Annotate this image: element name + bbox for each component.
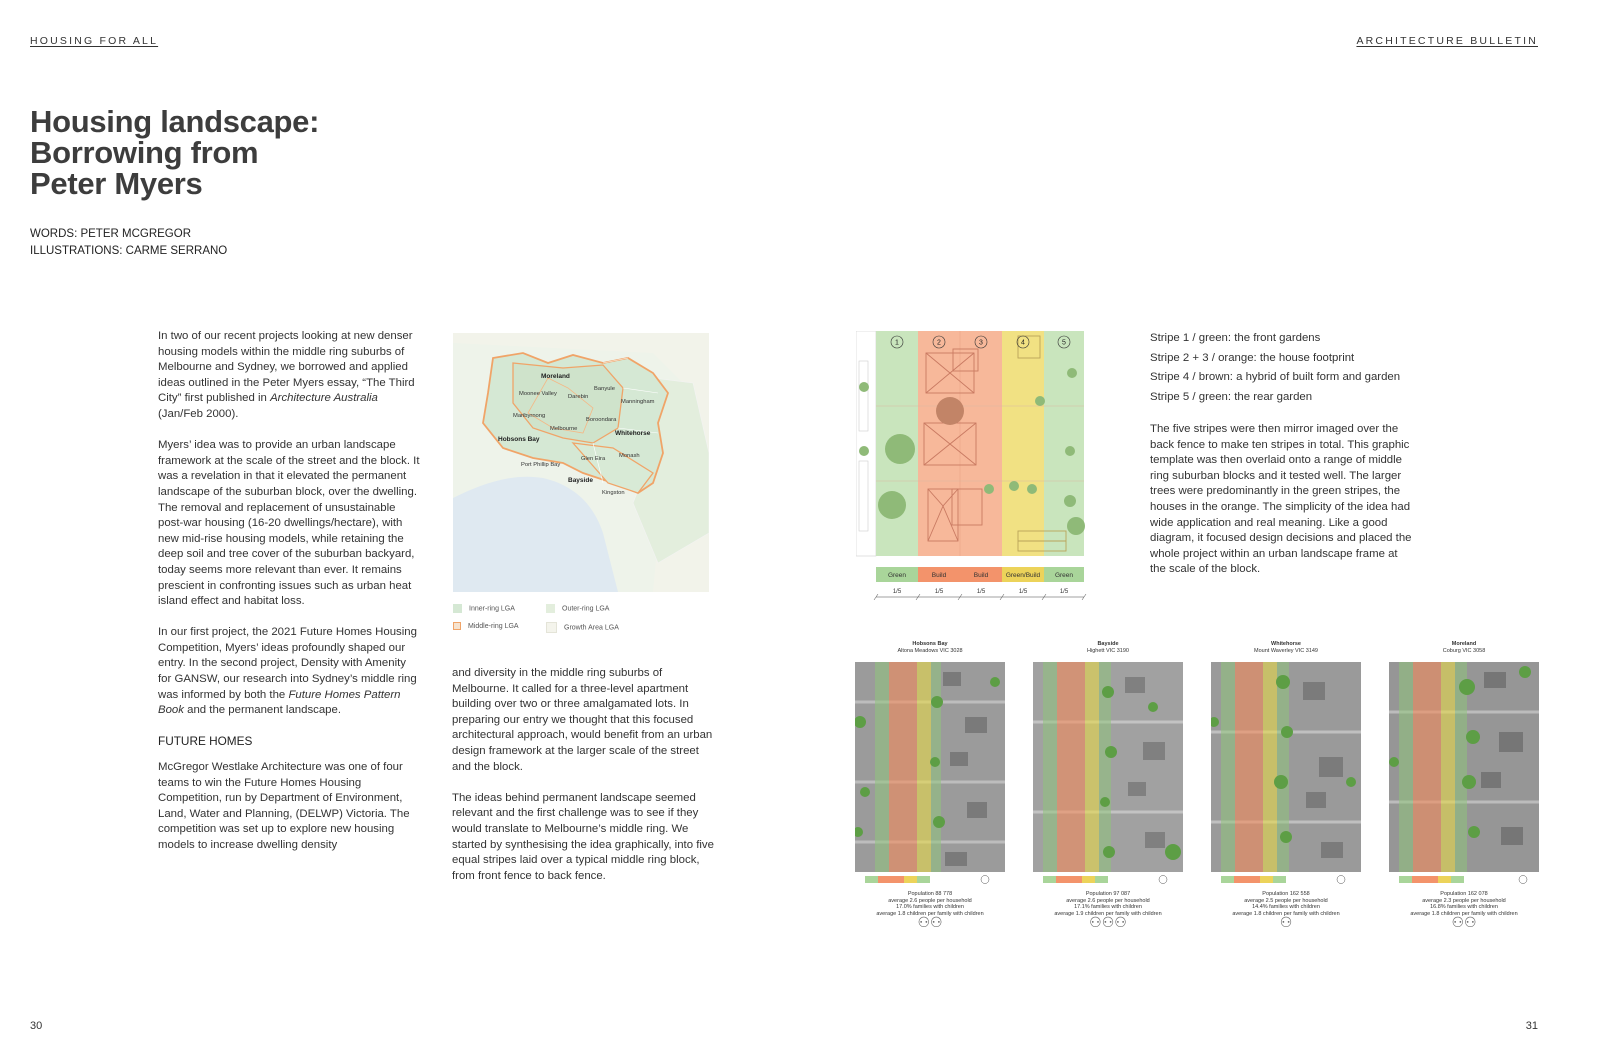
aerial-stat-families: 17.1% families with children <box>1074 904 1142 910</box>
map-label-manningham: Manningham <box>621 399 655 405</box>
aerial-stat-families: 16.8% families with children <box>1430 904 1498 910</box>
aerial-name: Whitehorse <box>1271 641 1301 647</box>
map-label-boroondara: Boroondara <box>586 417 617 423</box>
paragraph-myers-idea: Myers’ idea was to provide an urban landscape framework at the scale of the street and the block. It was a revelation in that it elevated the permanent landscape of the suburban block, over the dwelling. The removal and replacement of unsustainable post-war housing (16-20 dwellings/hectare), with new mid-rise housing models, while retaining the deep soil and tree cover of the suburban backyard, today seems more relevant than ever. It remains prescient in confronting issues such as urban heat island effect and habitat loss. <box>158 439 420 608</box>
aerial-panel-moreland <box>1389 641 1539 930</box>
aerial-panels <box>855 641 1545 941</box>
aerial-stat-families: 14.4% families with children <box>1252 904 1320 910</box>
title-line-2: Borrowing from <box>30 135 259 170</box>
stripe-fraction-2: 1/5 <box>934 589 944 595</box>
aerial-image <box>1211 662 1361 872</box>
family-icon: ⚇⚇⚇ <box>1089 914 1127 930</box>
aerial-image <box>855 662 1005 872</box>
aerial-image <box>1389 662 1539 872</box>
paragraph-mirror: The five stripes were then mirror imaged over the back fence to make ten stripes in total. This graphic template was then overlaid onto a range of middle ring suburban blocks and it tested well. The larger trees were predominantly in the green stripes, the houses in the orange. The simplicity of the idea had wide application and real meaning. Like a good diagram, it focused design decisions and placed the whole project within an urban landscape frame at the scale of the block. <box>1150 423 1412 576</box>
aerial-stat-household: average 2.5 people per household <box>1244 897 1328 904</box>
map-label-maribyrnong: Maribyrnong <box>513 413 546 419</box>
stripe-label-4: Green/Build <box>1005 572 1041 579</box>
aerial-stat-population: Population 88 778 <box>907 891 953 897</box>
stripe-number-3: 3 <box>979 339 983 347</box>
stripe-label-2: Build <box>931 572 947 579</box>
page-number-left: 30 <box>30 1020 43 1032</box>
stripe-fraction-4: 1/5 <box>1018 589 1028 595</box>
aerial-stat-families: 17.0% families with children <box>896 904 964 910</box>
legend-inner: Inner-ring LGA <box>453 604 515 613</box>
stripes-description <box>1150 329 1420 578</box>
five-stripes-diagram <box>856 331 1088 606</box>
stripe-label-3: Build <box>973 572 989 579</box>
map-label-whitehorse: Whitehorse <box>615 430 651 437</box>
aerial-name: Hobsons Bay <box>912 641 948 647</box>
family-icon: ⚇ <box>1279 914 1293 930</box>
map-label-hobsons-bay: Hobsons Bay <box>498 436 540 443</box>
page-number-right: 31 <box>1525 1020 1538 1032</box>
aerial-stat-children: average 1.9 children per family with children <box>1054 910 1162 917</box>
map-label-moonee-valley: Moonee Valley <box>519 391 557 397</box>
aerial-stat-children: average 1.8 children per family with children <box>876 910 984 917</box>
paragraph-competition: McGregor Westlake Architecture was one of four teams to win the Future Homes Housing Competition, run by Department of Environment, Land, Water and Planning, (DELWP) Victoria. The competition was set up to explore new housing models to increase dwelling density <box>158 761 410 851</box>
aerial-place: Coburg VIC 3058 <box>1442 647 1486 654</box>
map-label-kingston: Kingston <box>602 490 625 496</box>
stripe-number-2: 2 <box>937 339 941 347</box>
map-label-monash: Monash <box>619 453 640 459</box>
legend-growth: Growth Area LGA <box>546 622 619 633</box>
stripe-number-4: 4 <box>1021 339 1025 347</box>
credit-words: WORDS: PETER MCGREGOR <box>30 228 192 240</box>
aerial-name: Moreland <box>1451 641 1477 647</box>
stripe-line-1: Stripe 1 / green: the front gardens <box>1150 332 1321 344</box>
aerial-stat-population: Population 162 558 <box>1262 891 1310 897</box>
map-label-melbourne: Melbourne <box>550 426 578 432</box>
section-heading-future-homes: FUTURE HOMES <box>158 734 253 749</box>
melbourne-lga-map <box>453 333 709 592</box>
map-label-moreland: Moreland <box>541 373 570 380</box>
aerial-place: Mount Waverley VIC 3149 <box>1254 647 1318 654</box>
aerial-panel-hobsons-bay <box>855 641 1005 930</box>
stripe-line-3: Stripe 4 / brown: a hybrid of built form and garden <box>1150 371 1401 383</box>
aerial-stat-population: Population 162 078 <box>1440 891 1488 897</box>
running-head-left: HOUSING FOR ALL <box>30 35 159 47</box>
family-icon: ⚇⚇ <box>1451 914 1477 930</box>
legend-middle: Middle-ring LGA <box>453 622 519 630</box>
title-line-1: Housing landscape: <box>30 104 320 139</box>
stripe-label-1: Green <box>887 572 907 579</box>
paragraph-ideas: The ideas behind permanent landscape seemed relevant and the first challenge was to see if they would translate to Melbourne’s middle ring. We started by synthesising the idea graphically, into five equal stripes laid over a typical middle ring block, from front fence to back fence. <box>452 791 714 882</box>
stripe-fraction-5: 1/5 <box>1059 589 1069 595</box>
aerial-stat-household: average 2.3 people per household <box>1422 897 1506 904</box>
stripe-line-2: Stripe 2 + 3 / orange: the house footprint <box>1150 351 1355 364</box>
map-label-darebin: Darebin <box>568 394 589 400</box>
body-column-2 <box>452 666 714 900</box>
paragraph-intro: In two of our recent projects looking at new denser housing models within the middle ring suburbs of Melbourne and Sydney, we borrowed and applied ideas outlined in the Peter Myers essay, “The Third City” first published in Architecture Australia (Jan/Feb 2000). <box>158 330 415 420</box>
stripe-number-5: 5 <box>1062 339 1066 347</box>
running-head-right: ARCHITECTURE BULLETIN <box>1356 35 1538 47</box>
legend-outer: Outer-ring LGA <box>546 604 609 613</box>
aerial-place: Highett VIC 3190 <box>1087 647 1129 654</box>
stripe-number-1: 1 <box>895 339 899 347</box>
stripe-fraction-3: 1/5 <box>976 589 986 595</box>
stripe-fraction-1: 1/5 <box>892 589 902 595</box>
body-column-1 <box>158 329 420 869</box>
article-title <box>30 106 319 199</box>
stripe-label-5: Green <box>1054 572 1074 579</box>
paragraph-diversity: and diversity in the middle ring suburbs of Melbourne. It called for a three-level apartment building over two or three amalgamated lots. In preparing our entry we thought that this focused architectural approach, would benefit from an urban design framework at the larger scale of the street and the block. <box>452 667 713 773</box>
family-icon: ⚇⚇ <box>917 914 943 930</box>
aerial-name: Bayside <box>1097 641 1119 647</box>
aerial-panel-whitehorse <box>1211 641 1361 930</box>
map-label-glen-eira: Glen Eira <box>581 456 606 462</box>
aerial-stat-household: average 2.6 people per household <box>1066 897 1150 904</box>
title-line-3: Peter Myers <box>30 166 203 201</box>
stripe-line-4: Stripe 5 / green: the rear garden <box>1150 390 1313 403</box>
map-label-bayside: Bayside <box>568 477 593 484</box>
credit-illustrations: ILLUSTRATIONS: CARME SERRANO <box>30 245 228 257</box>
aerial-image <box>1033 662 1183 872</box>
aerial-place: Altona Meadows VIC 3028 <box>897 647 963 654</box>
map-label-banyule: Banyule <box>594 386 615 392</box>
credits <box>30 226 227 260</box>
aerial-panel-bayside <box>1033 641 1183 930</box>
aerial-stat-household: average 2.6 people per household <box>888 897 972 904</box>
paragraph-projects: In our first project, the 2021 Future Homes Housing Competition, Myers’ ideas profoundly shaped our entry. In the second project, Density with Amenity for GANSW, our research into Sydney’s middle ring was informed by both the Future Homes Pattern Book and the permanent landscape. <box>158 626 417 717</box>
aerial-stat-children: average 1.8 children per family with children <box>1410 910 1518 917</box>
aerial-stat-population: Population 97 087 <box>1085 891 1131 897</box>
map-label-port-phillip: Port Phillip Bay <box>521 462 561 468</box>
aerial-stat-children: average 1.8 children per family with children <box>1232 910 1340 917</box>
